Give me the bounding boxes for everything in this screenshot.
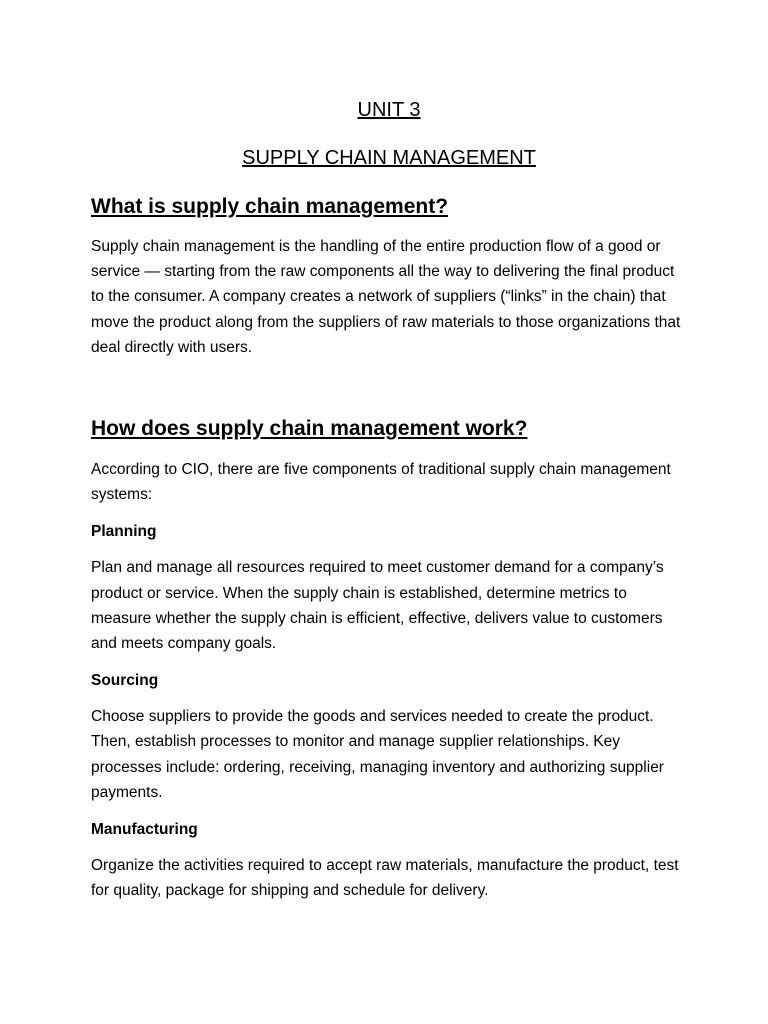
component-heading-manufacturing: Manufacturing <box>91 821 198 839</box>
definition-paragraph: Supply chain management is the handling of the entire production flow of a good or service — starting from the raw components all the way to delivering the final product to the consumer. A company creates a network of suppliers (“links” in the chain) that move the product along from the suppliers of raw materials to those organizations that deal directly with users. <box>91 238 681 356</box>
document-body <box>91 96 687 915</box>
unit-title: UNIT 3 <box>357 99 421 121</box>
component-heading-sourcing: Sourcing <box>91 672 159 690</box>
component-text-planning: Plan and manage all resources required to meet customer demand for a company’s product or service. When the supply chain is established, determine metrics to measure whether the supply chain is efficient, effective, delivers value to customers and meets company goals. <box>91 559 664 653</box>
main-title: SUPPLY CHAIN MANAGEMENT <box>242 147 536 169</box>
component-heading-planning: Planning <box>91 523 157 541</box>
section-heading-how-it-works: How does supply chain management work? <box>91 417 528 441</box>
component-text-manufacturing: Organize the activities required to accept raw materials, manufacture the product, test for quality, package for shipping and schedule for delivery. <box>91 857 679 900</box>
section-heading-what-is: What is supply chain management? <box>91 195 449 218</box>
component-text-sourcing: Choose suppliers to provide the goods and services needed to create the product. Then, establish processes to monitor and manage supplier relationships. Key processes include: ordering, receiving, managing inventory and authorizing supplier payments. <box>91 708 664 801</box>
components-intro-paragraph: According to CIO, there are five components of traditional supply chain management systems: <box>91 461 671 504</box>
